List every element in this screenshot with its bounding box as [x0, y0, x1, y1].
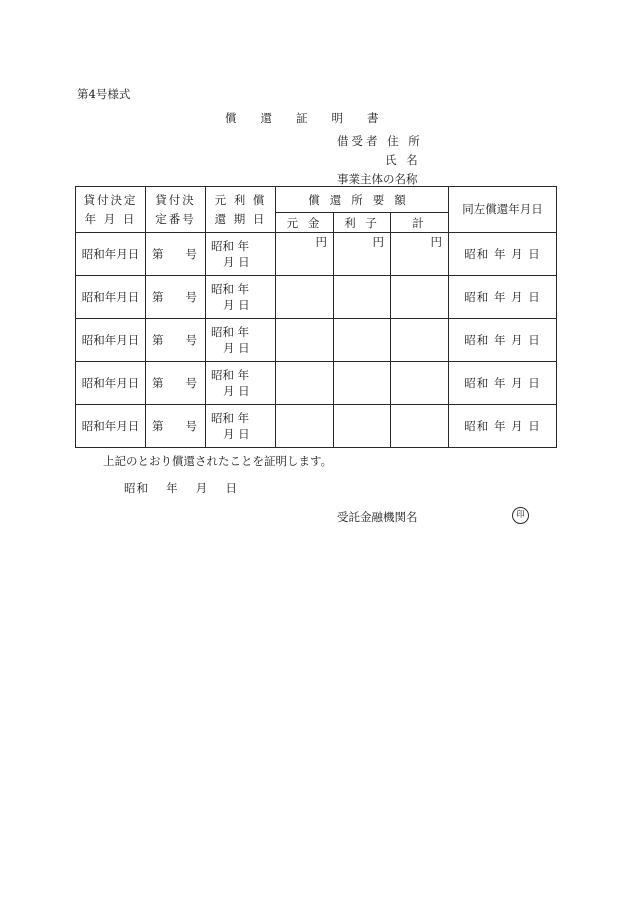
interest-cell — [334, 362, 391, 405]
interest-cell: 円 — [334, 233, 391, 276]
bank-name-label: 受託金融機関名 — [337, 510, 418, 524]
interest-cell — [334, 319, 391, 362]
principal-cell — [276, 362, 334, 405]
principal-cell — [276, 405, 334, 448]
table-row — [76, 362, 557, 405]
seal-icon: 印 — [512, 507, 529, 524]
decision-date-cell: 昭和年月日 — [76, 405, 146, 448]
total-cell — [391, 362, 449, 405]
certification-date: 昭和 年 月 日 — [124, 481, 238, 495]
header-required-repayment-amount: 償還所要額 — [276, 187, 449, 213]
same-date-cell: 昭和 年 月 日 — [449, 319, 557, 362]
decision-date-cell: 昭和年月日 — [76, 362, 146, 405]
total-cell: 円 — [391, 233, 449, 276]
table-row — [76, 405, 557, 448]
header-interest: 利 子 — [334, 213, 391, 233]
borrower-name-label: 氏 名 — [385, 153, 421, 167]
same-date-cell: 昭和 年 月 日 — [449, 276, 557, 319]
repayment-date-cell: 昭和 年 月 日 — [206, 233, 276, 276]
decision-date-cell: 昭和年月日 — [76, 233, 146, 276]
same-date-cell: 昭和 年 月 日 — [449, 405, 557, 448]
total-cell — [391, 276, 449, 319]
header-principal: 元 金 — [276, 213, 334, 233]
table-row — [76, 319, 557, 362]
same-date-cell: 昭和 年 月 日 — [449, 233, 557, 276]
form-number: 第4号様式 — [77, 87, 131, 101]
interest-cell — [334, 405, 391, 448]
decision-number-cell: 第 号 — [146, 405, 206, 448]
repayment-date-cell: 昭和 年 月 日 — [206, 405, 276, 448]
borrower-address-label: 借受者 住 所 — [337, 134, 423, 148]
header-same-repayment-date: 同左償還年月日 — [449, 187, 557, 233]
repayment-date-cell: 昭和 年 月 日 — [206, 276, 276, 319]
header-loan-decision-number: 貸付決 定番号 — [146, 187, 206, 233]
document-title: 償還証明書 — [225, 111, 403, 125]
decision-date-cell: 昭和年月日 — [76, 276, 146, 319]
repayment-date-cell: 昭和 年 月 日 — [206, 362, 276, 405]
header-total: 計 — [391, 213, 449, 233]
decision-number-cell: 第 号 — [146, 319, 206, 362]
decision-number-cell: 第 号 — [146, 233, 206, 276]
entity-name-label: 事業主体の名称 — [337, 172, 418, 186]
header-repayment-due-date: 元 利 償 還 期 日 — [206, 187, 276, 233]
table-row — [76, 233, 557, 276]
same-date-cell: 昭和 年 月 日 — [449, 362, 557, 405]
principal-cell: 円 — [276, 233, 334, 276]
table-row — [76, 276, 557, 319]
interest-cell — [334, 276, 391, 319]
principal-cell — [276, 276, 334, 319]
total-cell — [391, 319, 449, 362]
decision-date-cell: 昭和年月日 — [76, 319, 146, 362]
decision-number-cell: 第 号 — [146, 362, 206, 405]
certification-text: 上記のとおり償還されたことを証明します。 — [103, 454, 333, 468]
repayment-date-cell: 昭和 年 月 日 — [206, 319, 276, 362]
principal-cell — [276, 319, 334, 362]
decision-number-cell: 第 号 — [146, 276, 206, 319]
total-cell — [391, 405, 449, 448]
repayment-table — [75, 186, 557, 448]
header-loan-decision-date: 貸付決定 年 月 日 — [76, 187, 146, 233]
